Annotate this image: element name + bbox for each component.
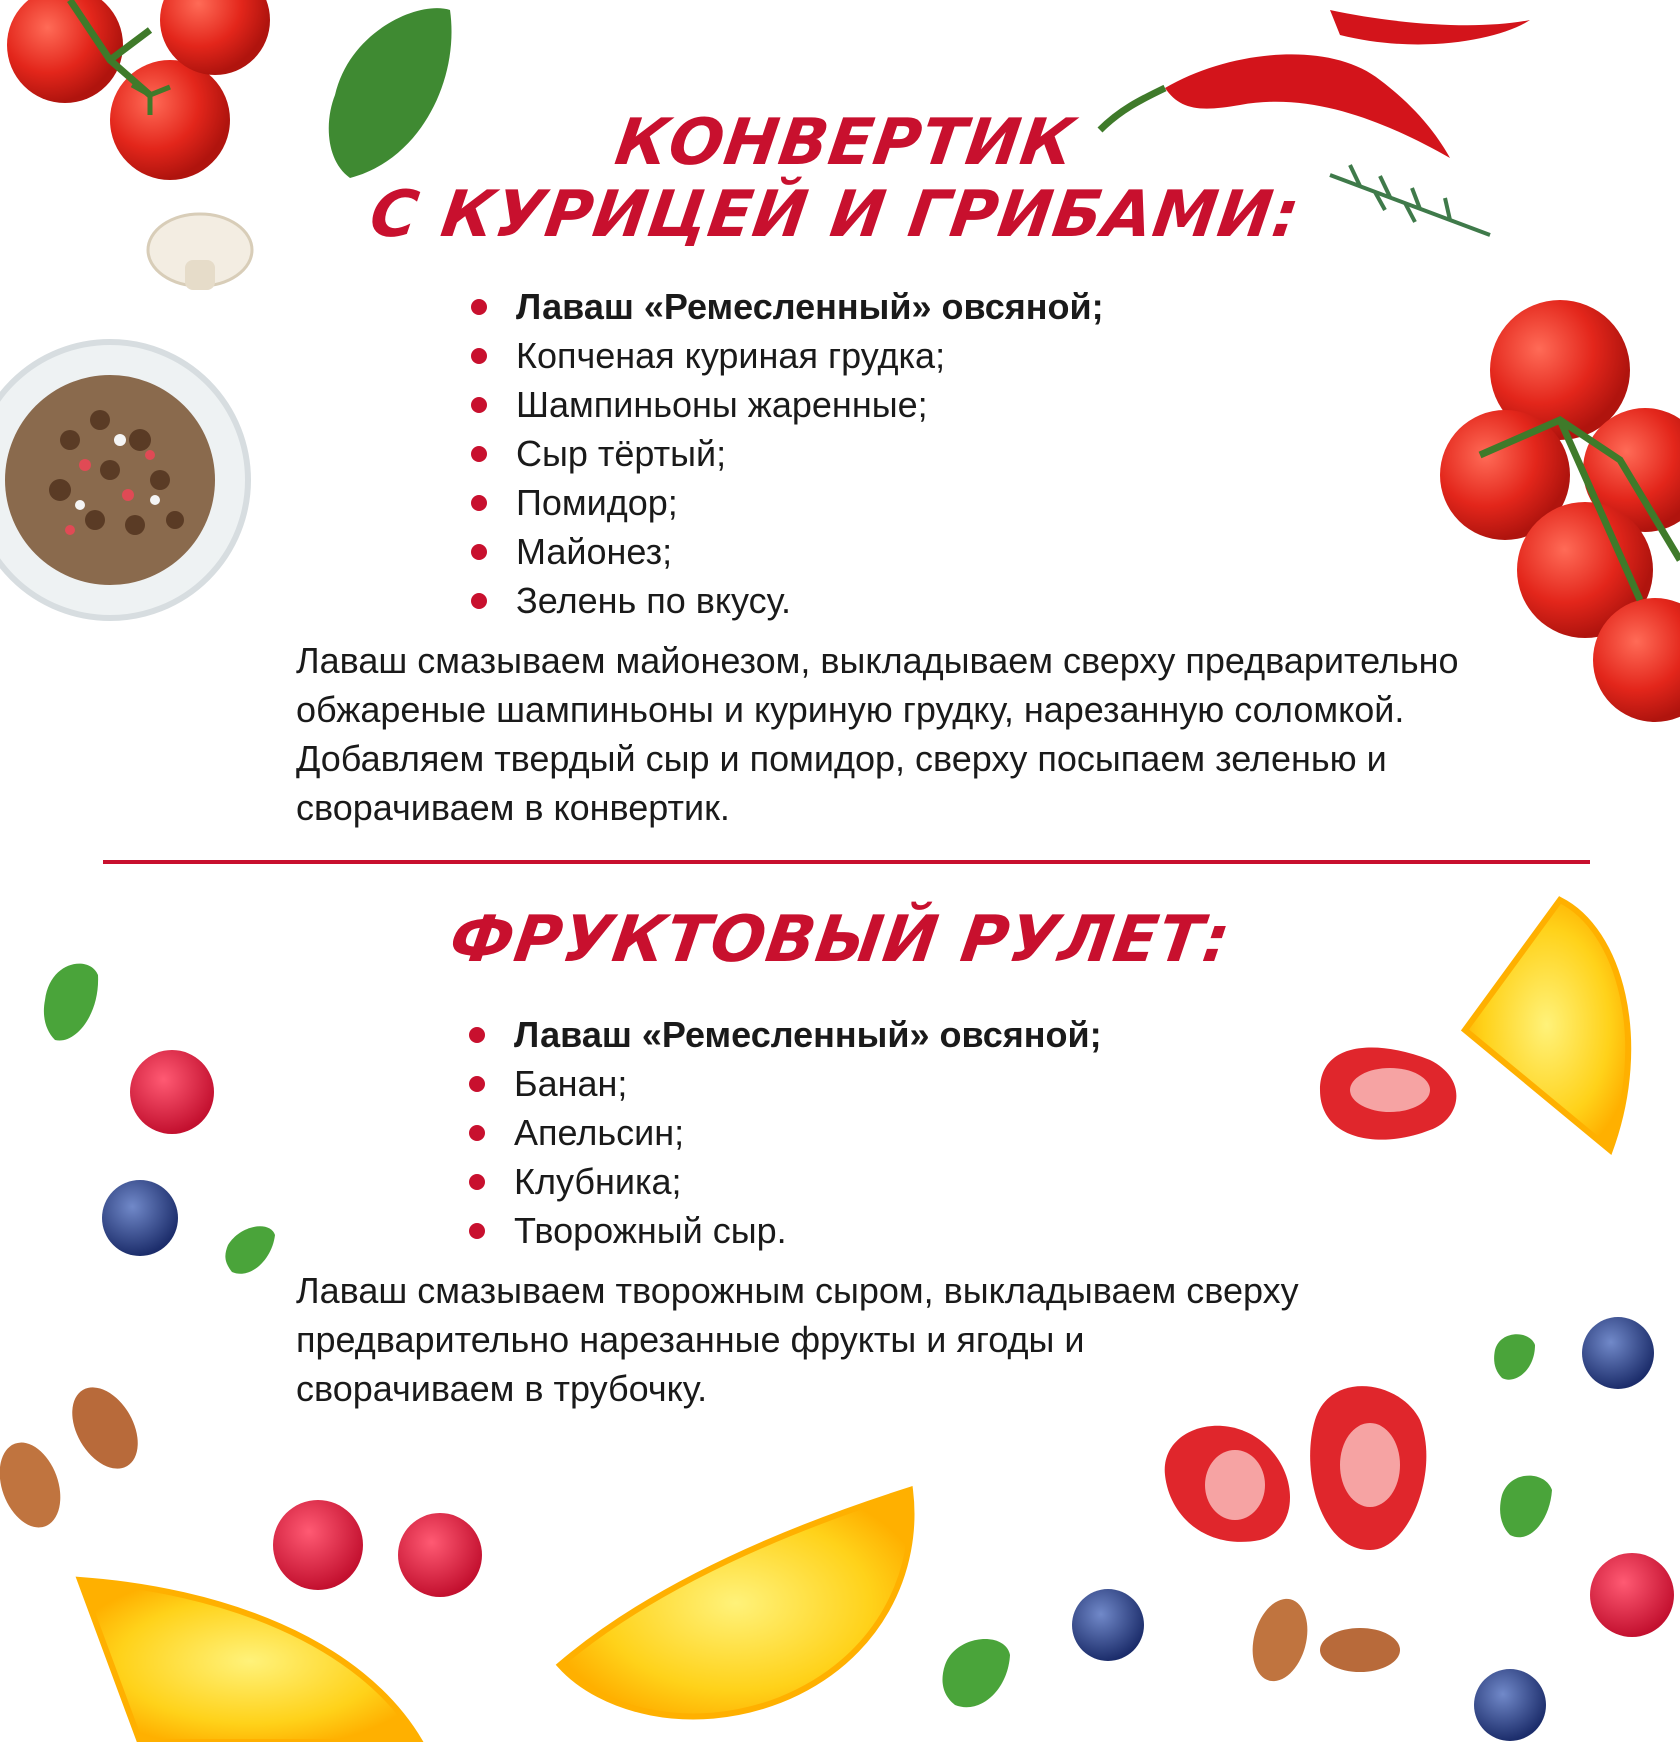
peppercorn-bowl-icon [0, 342, 248, 618]
recipe-2-instructions-line-2: предварительно нарезанные фрукты и ягоды и [296, 1319, 1085, 1360]
recipe-1-title-line-2: С КУРИЦЕЙ И ГРИБАМИ: [365, 177, 1305, 252]
raspberry-icon [273, 1500, 363, 1590]
recipe-2-title [0, 905, 1680, 977]
ingredient-item: Апельсин; [464, 1108, 1102, 1157]
almond-icon [0, 1434, 71, 1536]
ingredient-item: Копченая куриная грудка; [466, 331, 1104, 380]
recipe-1-instructions-line-2: обжареные шампиньоны и куриную грудку, нарезанную соломкой. [296, 689, 1405, 730]
recipe-2-instructions-line-1: Лаваш смазываем творожным сыром, выкладываем сверху [296, 1270, 1299, 1311]
recipe-1-instructions-line-4: сворачиваем в конвертик. [296, 787, 730, 828]
mint-leaf-icon [1500, 1476, 1552, 1538]
recipe-1-ingredient-list [466, 282, 1104, 625]
almond-icon [1320, 1628, 1400, 1672]
ingredient-item: Лаваш «Ремесленный» овсяной; [466, 282, 1104, 331]
mint-leaf-icon [942, 1639, 1010, 1707]
ingredient-item: Шампиньоны жаренные; [466, 380, 1104, 429]
recipe-1-instructions-line-1: Лаваш смазываем майонезом, выкладываем сверху предварительно [296, 640, 1459, 681]
mint-leaf-icon [1494, 1334, 1535, 1379]
blueberry-icon [1072, 1589, 1144, 1661]
almond-icon [1244, 1593, 1316, 1688]
ingredient-item: Клубника; [464, 1157, 1102, 1206]
strawberry-icon [1320, 1048, 1456, 1140]
ingredient-item: Зелень по вкусу. [466, 576, 1104, 625]
recipe-1-instructions [296, 636, 1586, 832]
raspberry-icon [130, 1050, 214, 1134]
ingredient-item: Майонез; [466, 527, 1104, 576]
ingredient-item: Банан; [464, 1059, 1102, 1108]
orange-slice-icon [560, 1490, 911, 1716]
recipe-1-title-line-1: КОНВЕРТИК [610, 106, 1080, 180]
ingredient-item: Творожный сыр. [464, 1206, 1102, 1255]
blueberry-icon [1474, 1669, 1546, 1741]
recipe-1-instructions-line-3: Добавляем твердый сыр и помидор, сверху посыпаем зеленью и [296, 738, 1387, 779]
ingredient-item: Лаваш «Ремесленный» овсяной; [464, 1010, 1102, 1059]
raspberry-icon [398, 1513, 482, 1597]
blueberry-icon [102, 1180, 178, 1256]
mint-leaf-icon [225, 1226, 275, 1274]
blueberry-icon [1582, 1317, 1654, 1389]
recipe-2-instructions-line-3: сворачиваем в трубочку. [296, 1368, 708, 1409]
raspberry-icon [1590, 1553, 1674, 1637]
recipe-1-title [0, 108, 1680, 251]
recipe-2-title-line-1: ФРУКТОВЫЙ РУЛЕТ: [445, 903, 1236, 977]
section-divider [103, 860, 1590, 864]
recipe-2-instructions [296, 1266, 1426, 1413]
orange-slice-icon [80, 1580, 420, 1742]
recipe-2-ingredient-list [464, 1010, 1102, 1255]
ingredient-item: Сыр тёртый; [466, 429, 1104, 478]
ingredient-item: Помидор; [466, 478, 1104, 527]
almond-icon [59, 1376, 151, 1480]
